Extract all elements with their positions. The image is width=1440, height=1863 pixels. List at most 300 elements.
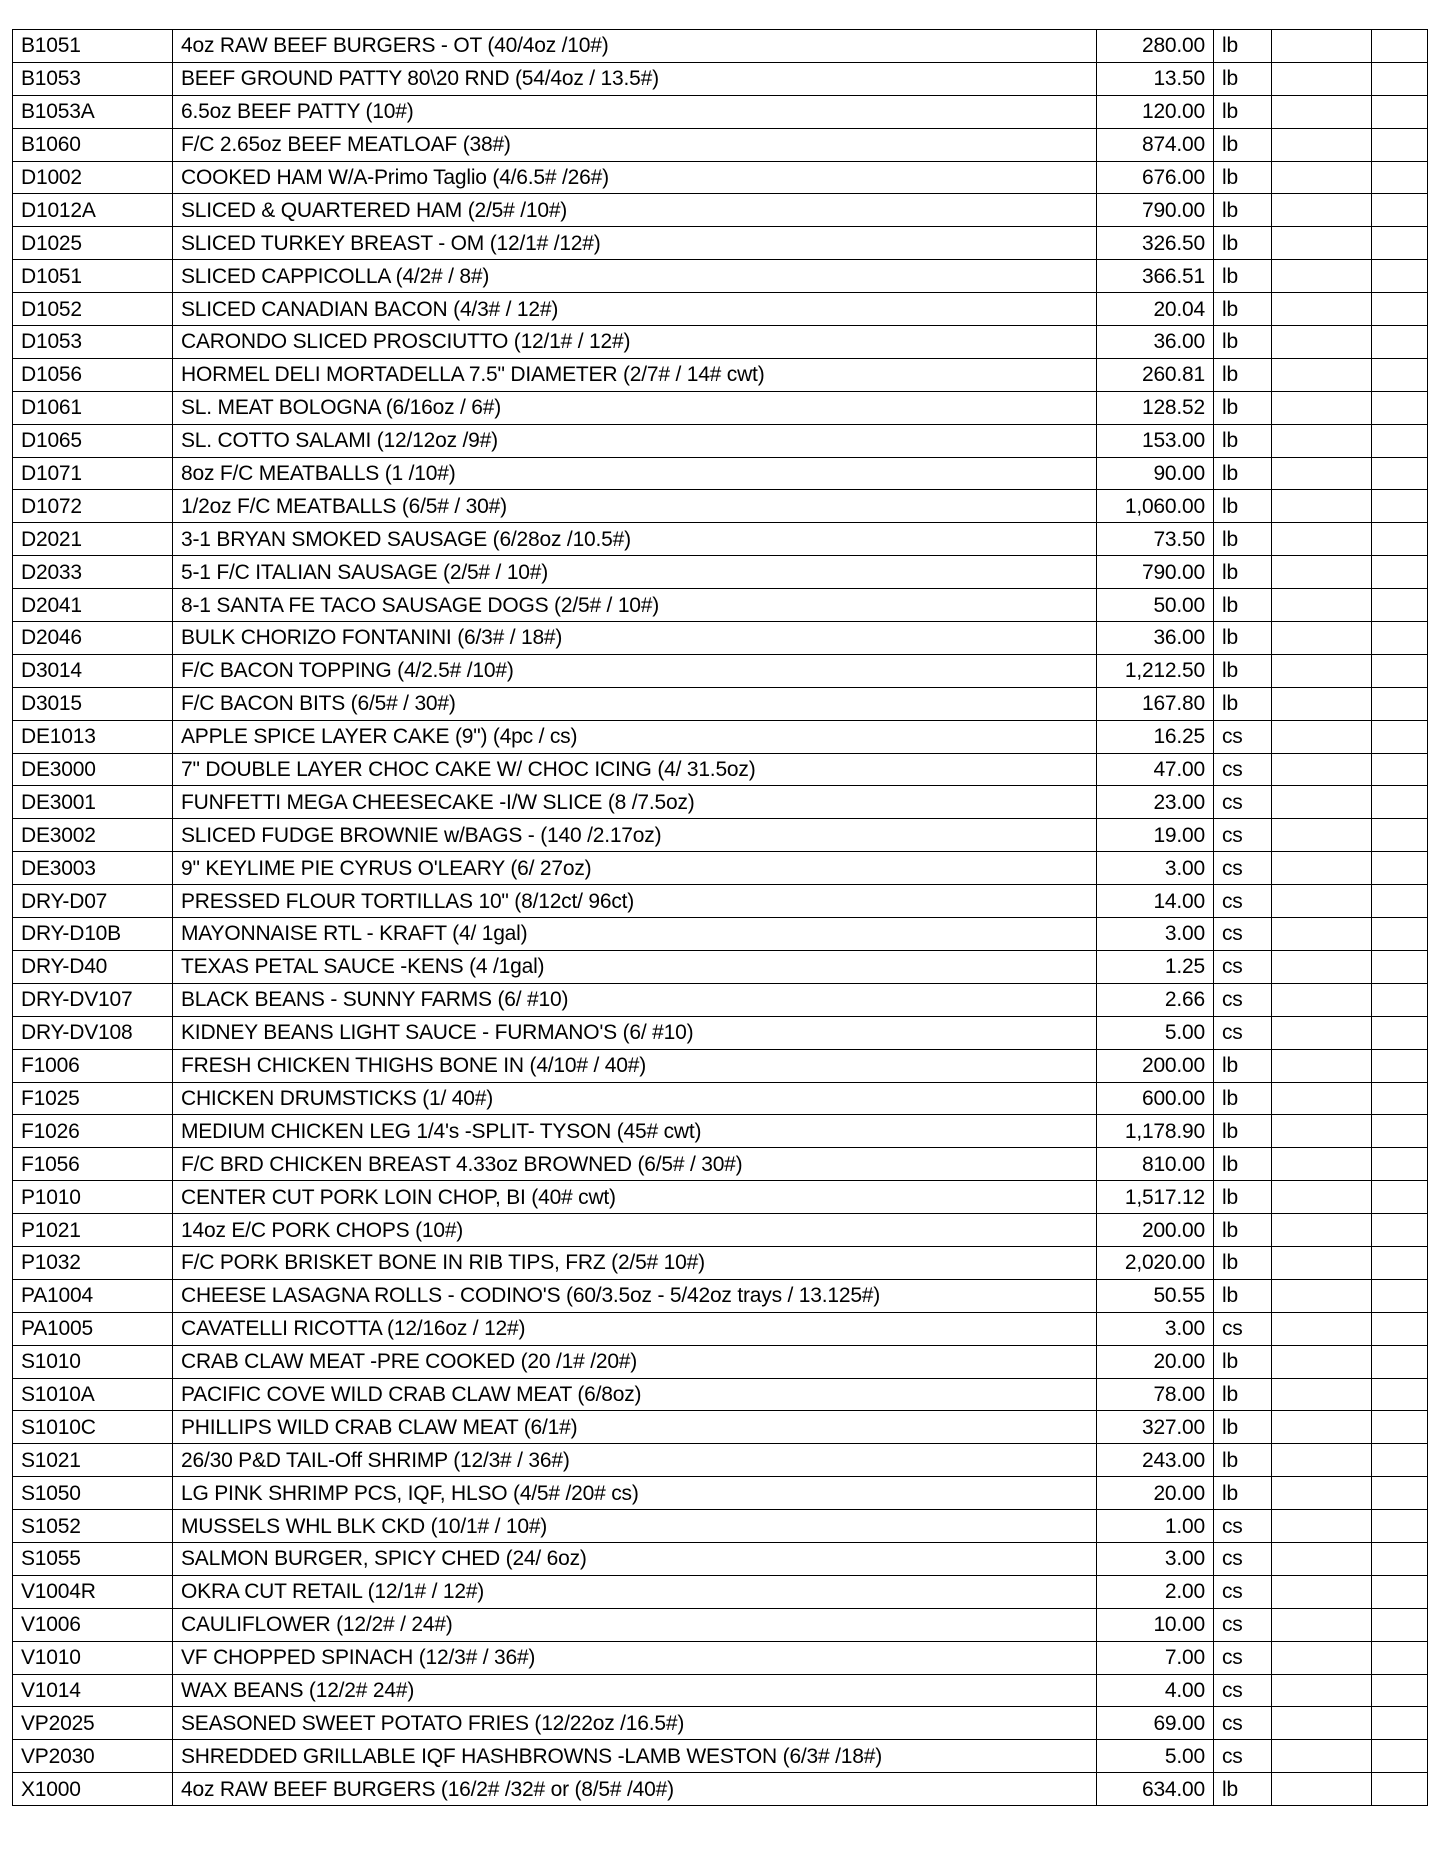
item-quantity-cell: 366.51	[1097, 260, 1214, 293]
item-code-cell: F1056	[13, 1148, 173, 1181]
item-unit-cell: lb	[1214, 326, 1272, 359]
item-unit-cell: cs	[1214, 983, 1272, 1016]
item-quantity-cell: 167.80	[1097, 687, 1214, 720]
item-unit-cell: cs	[1214, 1608, 1272, 1641]
item-quantity-cell: 790.00	[1097, 556, 1214, 589]
blank-cell	[1372, 1049, 1428, 1082]
item-code-cell: VP2025	[13, 1707, 173, 1740]
blank-cell	[1372, 1740, 1428, 1773]
table-row	[13, 1510, 1428, 1543]
item-code-cell: V1010	[13, 1641, 173, 1674]
blank-cell	[1272, 1082, 1372, 1115]
item-description-cell: BULK CHORIZO FONTANINI (6/3# / 18#)	[173, 622, 1097, 655]
item-quantity-cell: 50.00	[1097, 589, 1214, 622]
item-description-cell: SL. MEAT BOLOGNA (6/16oz / 6#)	[173, 391, 1097, 424]
item-code-cell: F1006	[13, 1049, 173, 1082]
table-row	[13, 391, 1428, 424]
blank-cell	[1272, 523, 1372, 556]
blank-cell	[1272, 227, 1372, 260]
item-quantity-cell: 600.00	[1097, 1082, 1214, 1115]
item-quantity-cell: 326.50	[1097, 227, 1214, 260]
item-description-cell: PHILLIPS WILD CRAB CLAW MEAT (6/1#)	[173, 1411, 1097, 1444]
item-description-cell: CARONDO SLICED PROSCIUTTO (12/1# / 12#)	[173, 326, 1097, 359]
table-row	[13, 260, 1428, 293]
item-quantity-cell: 50.55	[1097, 1279, 1214, 1312]
item-description-cell: PRESSED FLOUR TORTILLAS 10" (8/12ct/ 96ct)	[173, 885, 1097, 918]
item-quantity-cell: 3.00	[1097, 918, 1214, 951]
blank-cell	[1372, 1477, 1428, 1510]
item-unit-cell: cs	[1214, 1740, 1272, 1773]
item-quantity-cell: 13.50	[1097, 62, 1214, 95]
blank-cell	[1372, 786, 1428, 819]
blank-cell	[1372, 852, 1428, 885]
item-quantity-cell: 280.00	[1097, 30, 1214, 63]
item-code-cell: F1025	[13, 1082, 173, 1115]
table-row	[13, 128, 1428, 161]
item-code-cell: DRY-DV108	[13, 1016, 173, 1049]
blank-cell	[1272, 1279, 1372, 1312]
item-quantity-cell: 128.52	[1097, 391, 1214, 424]
blank-cell	[1372, 983, 1428, 1016]
table-row	[13, 720, 1428, 753]
blank-cell	[1272, 424, 1372, 457]
blank-cell	[1272, 1575, 1372, 1608]
blank-cell	[1372, 1246, 1428, 1279]
item-quantity-cell: 243.00	[1097, 1444, 1214, 1477]
item-code-cell: S1021	[13, 1444, 173, 1477]
item-quantity-cell: 1,517.12	[1097, 1181, 1214, 1214]
item-code-cell: B1053A	[13, 95, 173, 128]
item-description-cell: CENTER CUT PORK LOIN CHOP, BI (40# cwt)	[173, 1181, 1097, 1214]
blank-cell	[1272, 1246, 1372, 1279]
blank-cell	[1272, 1542, 1372, 1575]
item-description-cell: SALMON BURGER, SPICY CHED (24/ 6oz)	[173, 1542, 1097, 1575]
item-unit-cell: lb	[1214, 95, 1272, 128]
item-unit-cell: lb	[1214, 1773, 1272, 1806]
item-quantity-cell: 676.00	[1097, 161, 1214, 194]
item-unit-cell: lb	[1214, 260, 1272, 293]
item-description-cell: MAYONNAISE RTL - KRAFT (4/ 1gal)	[173, 918, 1097, 951]
item-unit-cell: lb	[1214, 62, 1272, 95]
item-code-cell: D1051	[13, 260, 173, 293]
table-row	[13, 1641, 1428, 1674]
table-row	[13, 654, 1428, 687]
item-code-cell: V1014	[13, 1674, 173, 1707]
item-quantity-cell: 1.25	[1097, 950, 1214, 983]
item-description-cell: TEXAS PETAL SAUCE -KENS (4 /1gal)	[173, 950, 1097, 983]
blank-cell	[1272, 1444, 1372, 1477]
table-row	[13, 293, 1428, 326]
blank-cell	[1372, 720, 1428, 753]
table-row	[13, 1575, 1428, 1608]
item-unit-cell: lb	[1214, 1115, 1272, 1148]
item-quantity-cell: 790.00	[1097, 194, 1214, 227]
item-description-cell: BLACK BEANS - SUNNY FARMS (6/ #10)	[173, 983, 1097, 1016]
item-code-cell: D1061	[13, 391, 173, 424]
blank-cell	[1272, 786, 1372, 819]
table-row	[13, 1279, 1428, 1312]
table-row	[13, 589, 1428, 622]
blank-cell	[1372, 1444, 1428, 1477]
table-row	[13, 62, 1428, 95]
item-code-cell: D1056	[13, 358, 173, 391]
item-description-cell: HORMEL DELI MORTADELLA 7.5" DIAMETER (2/7# / 14# cwt)	[173, 358, 1097, 391]
blank-cell	[1372, 1542, 1428, 1575]
item-unit-cell: lb	[1214, 1378, 1272, 1411]
item-unit-cell: lb	[1214, 523, 1272, 556]
item-code-cell: DRY-DV107	[13, 983, 173, 1016]
blank-cell	[1272, 1049, 1372, 1082]
item-unit-cell: cs	[1214, 720, 1272, 753]
item-code-cell: D3014	[13, 654, 173, 687]
blank-cell	[1372, 95, 1428, 128]
item-quantity-cell: 153.00	[1097, 424, 1214, 457]
item-code-cell: D1012A	[13, 194, 173, 227]
blank-cell	[1272, 1115, 1372, 1148]
item-code-cell: V1004R	[13, 1575, 173, 1608]
blank-cell	[1372, 1674, 1428, 1707]
item-description-cell: OKRA CUT RETAIL (12/1# / 12#)	[173, 1575, 1097, 1608]
table-row	[13, 1674, 1428, 1707]
blank-cell	[1372, 1181, 1428, 1214]
blank-cell	[1272, 1773, 1372, 1806]
blank-cell	[1272, 1674, 1372, 1707]
item-description-cell: CAVATELLI RICOTTA (12/16oz / 12#)	[173, 1312, 1097, 1345]
item-code-cell: DE3001	[13, 786, 173, 819]
table-row	[13, 1246, 1428, 1279]
item-code-cell: DE1013	[13, 720, 173, 753]
item-unit-cell: cs	[1214, 1510, 1272, 1543]
blank-cell	[1372, 424, 1428, 457]
table-row	[13, 1312, 1428, 1345]
blank-cell	[1372, 391, 1428, 424]
table-row	[13, 1740, 1428, 1773]
item-unit-cell: lb	[1214, 293, 1272, 326]
table-row	[13, 819, 1428, 852]
item-description-cell: APPLE SPICE LAYER CAKE (9") (4pc / cs)	[173, 720, 1097, 753]
table-row	[13, 786, 1428, 819]
item-unit-cell: lb	[1214, 654, 1272, 687]
blank-cell	[1272, 654, 1372, 687]
blank-cell	[1372, 556, 1428, 589]
blank-cell	[1372, 1510, 1428, 1543]
blank-cell	[1372, 523, 1428, 556]
table-row	[13, 1411, 1428, 1444]
item-unit-cell: cs	[1214, 1575, 1272, 1608]
blank-cell	[1372, 260, 1428, 293]
blank-cell	[1272, 1608, 1372, 1641]
item-description-cell: SL. COTTO SALAMI (12/12oz /9#)	[173, 424, 1097, 457]
item-code-cell: P1032	[13, 1246, 173, 1279]
item-description-cell: 6.5oz BEEF PATTY (10#)	[173, 95, 1097, 128]
table-row	[13, 1444, 1428, 1477]
item-unit-cell: lb	[1214, 687, 1272, 720]
item-quantity-cell: 874.00	[1097, 128, 1214, 161]
item-code-cell: S1052	[13, 1510, 173, 1543]
item-description-cell: 3-1 BRYAN SMOKED SAUSAGE (6/28oz /10.5#)	[173, 523, 1097, 556]
blank-cell	[1272, 950, 1372, 983]
item-description-cell: SLICED & QUARTERED HAM (2/5# /10#)	[173, 194, 1097, 227]
item-code-cell: D3015	[13, 687, 173, 720]
blank-cell	[1272, 260, 1372, 293]
blank-cell	[1372, 589, 1428, 622]
item-unit-cell: lb	[1214, 556, 1272, 589]
item-quantity-cell: 69.00	[1097, 1707, 1214, 1740]
blank-cell	[1272, 622, 1372, 655]
blank-cell	[1372, 1279, 1428, 1312]
item-description-cell: F/C BACON BITS (6/5# / 30#)	[173, 687, 1097, 720]
item-unit-cell: cs	[1214, 1674, 1272, 1707]
item-code-cell: DRY-D40	[13, 950, 173, 983]
blank-cell	[1272, 852, 1372, 885]
blank-cell	[1372, 1641, 1428, 1674]
blank-cell	[1272, 1707, 1372, 1740]
item-description-cell: 14oz E/C PORK CHOPS (10#)	[173, 1214, 1097, 1247]
item-quantity-cell: 20.00	[1097, 1345, 1214, 1378]
table-row	[13, 1773, 1428, 1806]
item-code-cell: DE3003	[13, 852, 173, 885]
item-unit-cell: lb	[1214, 1214, 1272, 1247]
item-unit-cell: cs	[1214, 1016, 1272, 1049]
item-description-cell: F/C BRD CHICKEN BREAST 4.33oz BROWNED (6/5# / 30#)	[173, 1148, 1097, 1181]
item-unit-cell: lb	[1214, 1279, 1272, 1312]
item-code-cell: B1051	[13, 30, 173, 63]
item-description-cell: VF CHOPPED SPINACH (12/3# / 36#)	[173, 1641, 1097, 1674]
item-quantity-cell: 1,060.00	[1097, 490, 1214, 523]
blank-cell	[1272, 1411, 1372, 1444]
item-unit-cell: lb	[1214, 457, 1272, 490]
item-quantity-cell: 3.00	[1097, 852, 1214, 885]
item-description-cell: F/C PORK BRISKET BONE IN RIB TIPS, FRZ (2/5# 10#)	[173, 1246, 1097, 1279]
item-quantity-cell: 20.04	[1097, 293, 1214, 326]
item-description-cell: FRESH CHICKEN THIGHS BONE IN (4/10# / 40#)	[173, 1049, 1097, 1082]
blank-cell	[1372, 1345, 1428, 1378]
blank-cell	[1272, 457, 1372, 490]
item-unit-cell: lb	[1214, 1246, 1272, 1279]
blank-cell	[1372, 1411, 1428, 1444]
blank-cell	[1372, 30, 1428, 63]
table-row	[13, 1378, 1428, 1411]
blank-cell	[1372, 358, 1428, 391]
blank-cell	[1272, 1312, 1372, 1345]
blank-cell	[1372, 194, 1428, 227]
blank-cell	[1272, 1016, 1372, 1049]
blank-cell	[1272, 30, 1372, 63]
item-code-cell: B1060	[13, 128, 173, 161]
blank-cell	[1372, 1115, 1428, 1148]
blank-cell	[1272, 556, 1372, 589]
item-quantity-cell: 3.00	[1097, 1542, 1214, 1575]
table-row	[13, 326, 1428, 359]
item-unit-cell: cs	[1214, 753, 1272, 786]
item-quantity-cell: 2,020.00	[1097, 1246, 1214, 1279]
table-row	[13, 424, 1428, 457]
item-code-cell: V1006	[13, 1608, 173, 1641]
item-description-cell: 8-1 SANTA FE TACO SAUSAGE DOGS (2/5# / 10#)	[173, 589, 1097, 622]
item-code-cell: DRY-D10B	[13, 918, 173, 951]
item-quantity-cell: 327.00	[1097, 1411, 1214, 1444]
table-row	[13, 753, 1428, 786]
item-code-cell: D1071	[13, 457, 173, 490]
item-description-cell: MUSSELS WHL BLK CKD (10/1# / 10#)	[173, 1510, 1097, 1543]
table-row	[13, 30, 1428, 63]
blank-cell	[1272, 1510, 1372, 1543]
item-unit-cell: lb	[1214, 1049, 1272, 1082]
item-quantity-cell: 260.81	[1097, 358, 1214, 391]
item-quantity-cell: 4.00	[1097, 1674, 1214, 1707]
item-code-cell: S1050	[13, 1477, 173, 1510]
blank-cell	[1372, 1214, 1428, 1247]
blank-cell	[1372, 753, 1428, 786]
blank-cell	[1372, 1148, 1428, 1181]
blank-cell	[1272, 983, 1372, 1016]
item-description-cell: FUNFETTI MEGA CHEESECAKE -I/W SLICE (8 /7.5oz)	[173, 786, 1097, 819]
blank-cell	[1372, 457, 1428, 490]
blank-cell	[1272, 687, 1372, 720]
table-row	[13, 950, 1428, 983]
item-quantity-cell: 200.00	[1097, 1049, 1214, 1082]
item-unit-cell: lb	[1214, 30, 1272, 63]
blank-cell	[1372, 490, 1428, 523]
item-description-cell: 9" KEYLIME PIE CYRUS O'LEARY (6/ 27oz)	[173, 852, 1097, 885]
item-unit-cell: lb	[1214, 1477, 1272, 1510]
item-unit-cell: lb	[1214, 1148, 1272, 1181]
blank-cell	[1272, 1345, 1372, 1378]
table-row	[13, 194, 1428, 227]
table-row	[13, 95, 1428, 128]
blank-cell	[1372, 1312, 1428, 1345]
item-description-cell: SLICED TURKEY BREAST - OM (12/1# /12#)	[173, 227, 1097, 260]
item-unit-cell: lb	[1214, 227, 1272, 260]
table-row	[13, 556, 1428, 589]
blank-cell	[1272, 1214, 1372, 1247]
blank-cell	[1372, 918, 1428, 951]
item-unit-cell: cs	[1214, 918, 1272, 951]
blank-cell	[1272, 1740, 1372, 1773]
item-unit-cell: cs	[1214, 950, 1272, 983]
blank-cell	[1272, 161, 1372, 194]
item-unit-cell: cs	[1214, 852, 1272, 885]
item-quantity-cell: 200.00	[1097, 1214, 1214, 1247]
blank-cell	[1272, 194, 1372, 227]
table-row	[13, 1707, 1428, 1740]
item-description-cell: 4oz RAW BEEF BURGERS - OT (40/4oz /10#)	[173, 30, 1097, 63]
item-unit-cell: cs	[1214, 1312, 1272, 1345]
blank-cell	[1372, 622, 1428, 655]
table-row	[13, 1181, 1428, 1214]
table-row	[13, 622, 1428, 655]
item-unit-cell: cs	[1214, 1542, 1272, 1575]
item-description-cell: MEDIUM CHICKEN LEG 1/4's -SPLIT- TYSON (45# cwt)	[173, 1115, 1097, 1148]
item-unit-cell: cs	[1214, 819, 1272, 852]
item-unit-cell: lb	[1214, 1444, 1272, 1477]
item-description-cell: CAULIFLOWER (12/2# / 24#)	[173, 1608, 1097, 1641]
item-quantity-cell: 3.00	[1097, 1312, 1214, 1345]
table-row	[13, 457, 1428, 490]
item-quantity-cell: 1.00	[1097, 1510, 1214, 1543]
item-quantity-cell: 7.00	[1097, 1641, 1214, 1674]
blank-cell	[1372, 1016, 1428, 1049]
blank-cell	[1372, 950, 1428, 983]
blank-cell	[1372, 1608, 1428, 1641]
item-quantity-cell: 19.00	[1097, 819, 1214, 852]
item-code-cell: D2041	[13, 589, 173, 622]
blank-cell	[1372, 654, 1428, 687]
item-quantity-cell: 36.00	[1097, 326, 1214, 359]
table-row	[13, 358, 1428, 391]
item-description-cell: CHICKEN DRUMSTICKS (1/ 40#)	[173, 1082, 1097, 1115]
item-quantity-cell: 14.00	[1097, 885, 1214, 918]
blank-cell	[1272, 326, 1372, 359]
item-quantity-cell: 2.00	[1097, 1575, 1214, 1608]
item-code-cell: D1025	[13, 227, 173, 260]
table-row	[13, 687, 1428, 720]
item-quantity-cell: 10.00	[1097, 1608, 1214, 1641]
item-quantity-cell: 36.00	[1097, 622, 1214, 655]
item-description-cell: SLICED FUDGE BROWNIE w/BAGS - (140 /2.17oz)	[173, 819, 1097, 852]
table-row	[13, 1049, 1428, 1082]
item-code-cell: VP2030	[13, 1740, 173, 1773]
item-code-cell: D2046	[13, 622, 173, 655]
blank-cell	[1272, 918, 1372, 951]
item-unit-cell: lb	[1214, 424, 1272, 457]
item-code-cell: PA1005	[13, 1312, 173, 1345]
item-code-cell: D1002	[13, 161, 173, 194]
item-quantity-cell: 73.50	[1097, 523, 1214, 556]
item-description-cell: 1/2oz F/C MEATBALLS (6/5# / 30#)	[173, 490, 1097, 523]
item-unit-cell: lb	[1214, 358, 1272, 391]
table-row	[13, 852, 1428, 885]
item-code-cell: D2033	[13, 556, 173, 589]
item-unit-cell: lb	[1214, 1345, 1272, 1378]
blank-cell	[1272, 1181, 1372, 1214]
item-code-cell: PA1004	[13, 1279, 173, 1312]
table-row	[13, 523, 1428, 556]
item-description-cell: BEEF GROUND PATTY 80\20 RND (54/4oz / 13.5#)	[173, 62, 1097, 95]
item-quantity-cell: 16.25	[1097, 720, 1214, 753]
blank-cell	[1272, 490, 1372, 523]
blank-cell	[1272, 293, 1372, 326]
blank-cell	[1372, 1082, 1428, 1115]
blank-cell	[1272, 885, 1372, 918]
item-unit-cell: lb	[1214, 1082, 1272, 1115]
item-code-cell: S1010C	[13, 1411, 173, 1444]
item-quantity-cell: 5.00	[1097, 1016, 1214, 1049]
item-code-cell: S1010	[13, 1345, 173, 1378]
item-description-cell: SHREDDED GRILLABLE IQF HASHBROWNS -LAMB WESTON (6/3# /18#)	[173, 1740, 1097, 1773]
item-code-cell: P1021	[13, 1214, 173, 1247]
item-code-cell: D1065	[13, 424, 173, 457]
blank-cell	[1372, 326, 1428, 359]
item-unit-cell: cs	[1214, 885, 1272, 918]
table-row	[13, 1148, 1428, 1181]
item-code-cell: X1000	[13, 1773, 173, 1806]
item-description-cell: F/C 2.65oz BEEF MEATLOAF (38#)	[173, 128, 1097, 161]
item-code-cell: D2021	[13, 523, 173, 556]
item-description-cell: SLICED CAPPICOLLA (4/2# / 8#)	[173, 260, 1097, 293]
item-quantity-cell: 20.00	[1097, 1477, 1214, 1510]
blank-cell	[1372, 1707, 1428, 1740]
blank-cell	[1372, 161, 1428, 194]
blank-cell	[1272, 1148, 1372, 1181]
blank-cell	[1272, 1641, 1372, 1674]
blank-cell	[1272, 1477, 1372, 1510]
item-code-cell: DE3002	[13, 819, 173, 852]
item-unit-cell: lb	[1214, 161, 1272, 194]
item-unit-cell: lb	[1214, 622, 1272, 655]
item-description-cell: KIDNEY BEANS LIGHT SAUCE - FURMANO'S (6/ #10)	[173, 1016, 1097, 1049]
table-row	[13, 983, 1428, 1016]
